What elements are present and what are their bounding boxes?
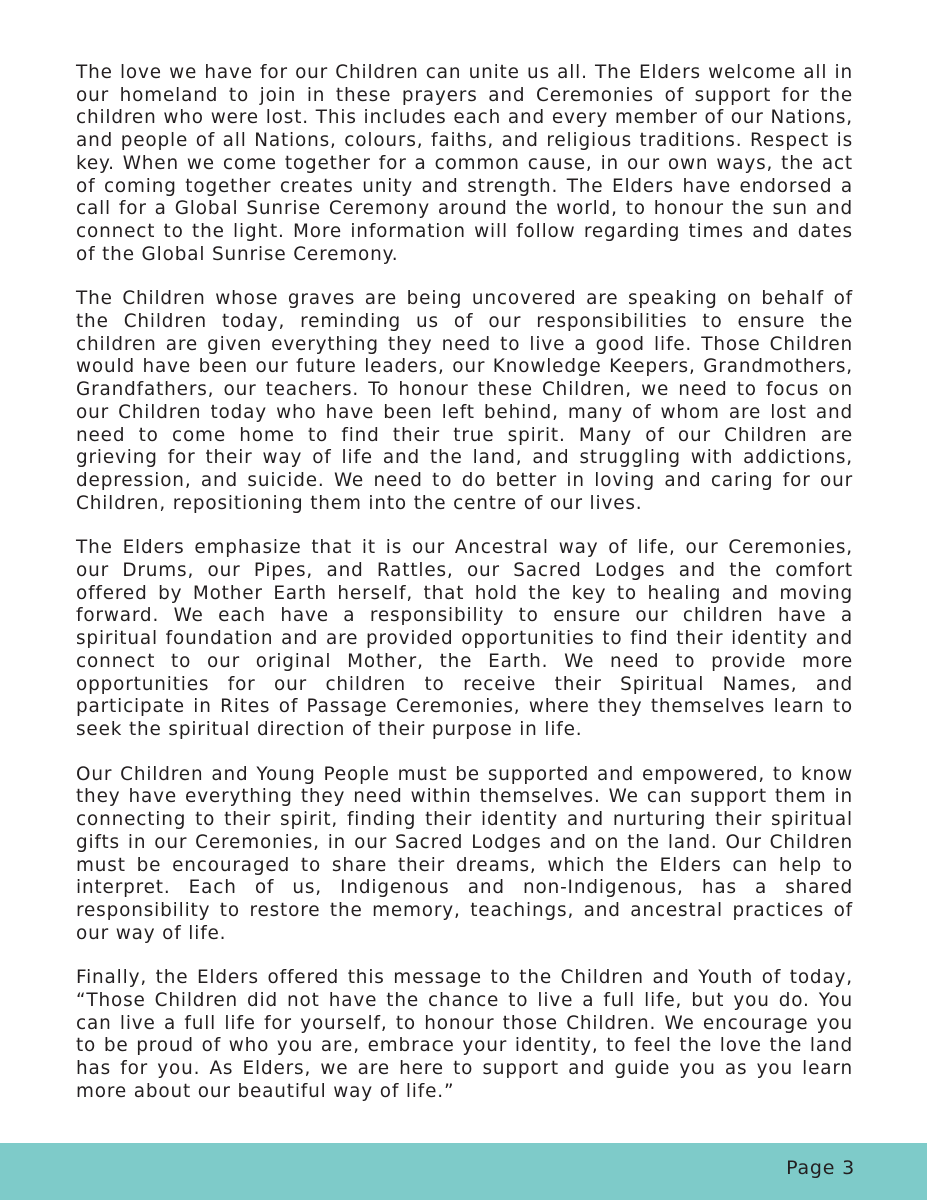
page-number: Page 3 [786, 1157, 855, 1179]
paragraph-young-people: Our Children and Young People must be supported and empowered, to know they have everything they need within themselves. We can support them in connecting to their spirit, finding their identity and nurturing their spiritual gifts in our Ceremonies, in our Sacred Lodges and on the land. Our Children must be encouraged to share their dreams, which the Elders can help to interpret. Each of us, Indigenous and non-Indigenous, has a shared responsibility to restore the memory, teachings, and ancestral practices of our way of life. [76, 763, 853, 944]
paragraph-elders-message: Finally, the Elders offered this message to the Children and Youth of today, “Those Children did not have the chance to live a full life, but you do. You can live a full life for yourself, to honour those Children. We encourage you to be proud of who you are, embrace your identity, to feel the love the land has for you. As Elders, we are here to support and guide you as you learn more about our beautiful way of life.” [76, 967, 853, 1102]
footer-band [0, 1143, 927, 1200]
paragraph-children-graves: The Children whose graves are being uncovered are speaking on behalf of the Children today, reminding us of our responsibilities to ensure the children are given everything they need to live a good life. Those Children would have been our future leaders, our Knowledge Keepers, Grandmothers, Grandfathers, our teachers. To honour these Children, we need to focus on our Children today who have been left behind, many of whom are lost and need to come home to find their true spirit. Many of our Children are grieving for their way of life and the land, and struggling with addictions, depression, and suicide. We need to do better in loving and caring for our Children, repositioning them into the centre of our lives. [76, 288, 853, 514]
document-body [76, 62, 853, 1126]
paragraph-ancestral-way: The Elders emphasize that it is our Ancestral way of life, our Ceremonies, our Drums, our Pipes, and Rattles, our Sacred Lodges and the comfort offered by Mother Earth herself, that hold the key to healing and moving forward. We each have a responsibility to ensure our children have a spiritual foundation and are provided opportunities to find their identity and connect to our original Mother, the Earth. We need to provide more opportunities for our children to receive their Spiritual Names, and participate in Rites of Passage Ceremonies, where they themselves learn to seek the spiritual direction of their purpose in life. [76, 537, 853, 740]
paragraph-unity: The love we have for our Children can unite us all. The Elders welcome all in our homeland to join in these prayers and Ceremonies of support for the children who were lost. This includes each and every member of our Nations, and people of all Nations, colours, faiths, and religious traditions. Respect is key. When we come together for a common cause, in our own ways, the act of coming together creates unity and strength. The Elders have endorsed a call for a Global Sunrise Ceremony around the world, to honour the sun and connect to the light. More information will follow regarding times and dates of the Global Sunrise Ceremony. [76, 62, 853, 265]
